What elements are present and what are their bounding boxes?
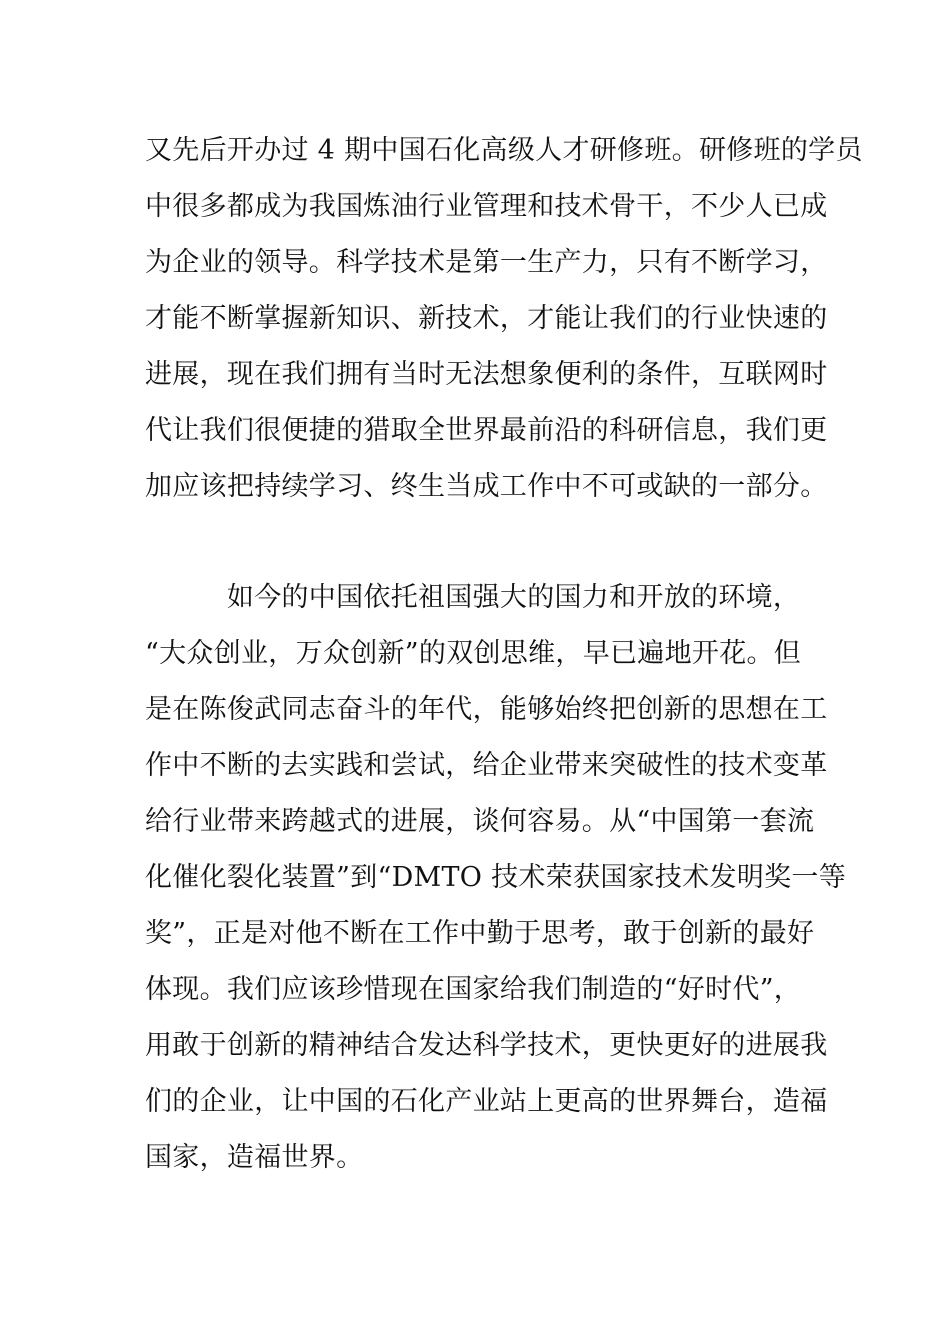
text-line: 用敢于创新的精神结合发达科学技术，更快更好的进展我: [145, 1030, 828, 1061]
text-line: 给行业带来跨越式的进展，谈何容易。从“中国第一套流: [145, 806, 815, 837]
text-line: 体现。我们应该珍惜现在国家给我们制造的“好时代”，: [145, 974, 802, 1005]
text-line: 们的企业，让中国的石化产业站上更高的世界舞台，造福: [145, 1086, 828, 1117]
text-line: 中很多都成为我国炼油行业管理和技术骨干，不少人已成: [145, 191, 828, 222]
text-line: “大众创业，万众创新”的双创思维，早已遍地开花。但: [145, 638, 802, 669]
text-line: 代让我们很便捷的猎取全世界最前沿的科研信息，我们更: [145, 415, 828, 446]
text-line: 如今的中国依托祖国强大的国力和开放的环境，: [145, 582, 801, 613]
text-line: 才能不断掌握新知识、新技术，才能让我们的行业快速的: [145, 303, 828, 334]
text-line: 国家，造福世界。: [145, 1142, 364, 1173]
text-line: 进展，现在我们拥有当时无法想象便利的条件，互联网时: [145, 359, 828, 390]
text-line: 化催化裂化装置”到“DMTO 技术荣获国家技术发明奖一等: [145, 862, 847, 893]
text-line: 奖”，正是对他不断在工作中勤于思考，敢于创新的最好: [145, 918, 815, 949]
text-line: 又先后开办过 4 期中国石化高级人才研修班。研修班的学员: [145, 135, 863, 166]
text-line: 为企业的领导。科学技术是第一生产力，只有不断学习，: [145, 247, 828, 278]
paragraph-1: [145, 123, 863, 515]
text-line: 加应该把持续学习、终生当成工作中不可或缺的一部分。: [145, 471, 828, 502]
paragraph-2: [145, 570, 847, 1186]
text-line: 是在陈俊武同志奋斗的年代，能够始终把创新的思想在工: [145, 694, 828, 725]
text-line: 作中不断的去实践和尝试，给企业带来突破性的技术变革: [145, 750, 828, 781]
